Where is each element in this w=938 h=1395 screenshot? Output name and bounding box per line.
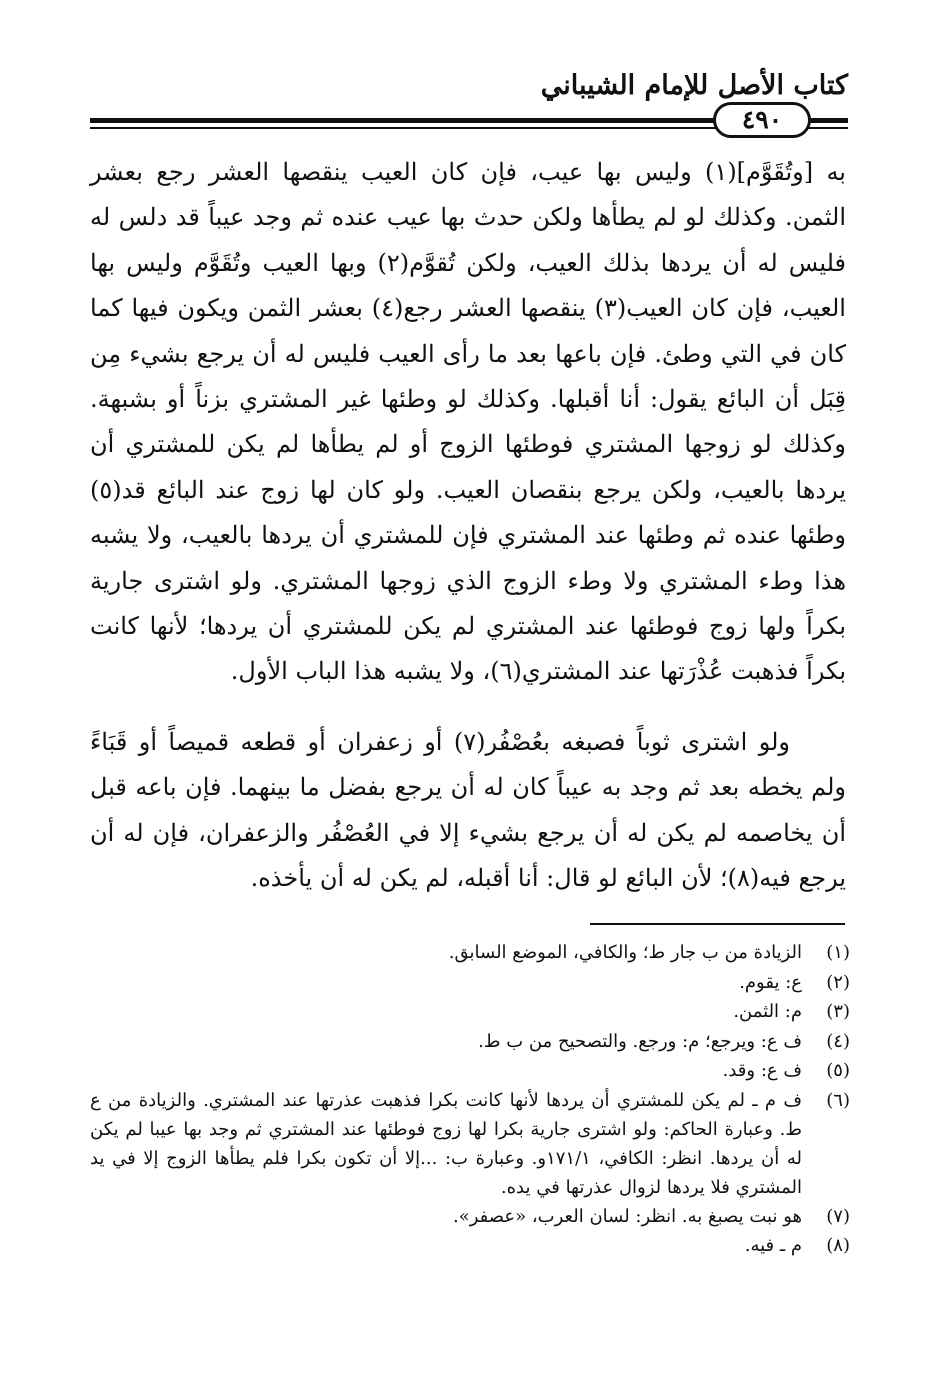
- footnote-number: (٣): [826, 1001, 850, 1022]
- paragraph: ولو اشترى ثوباً فصبغه بعُصْفُر(٧) أو زعفران أو قطعه قميصاً أو قَبَاءً ولم يخطه بعد ثم وجد به عيباً كان له أن يرجع بفضل ما بينهما. فإن باعه قبل أن يخاصمه لم يكن له أن يرجع بشيء إلا في العُصْفُر والزعفران، فإن له أن يرجع فيه(٨)؛ لأن البائع لو قال: أنا أقبله، لم يكن له أن يأخذه.: [90, 727, 846, 893]
- footnote-number: (١): [826, 942, 850, 963]
- footnote-text: ف ع: وقد.: [722, 1060, 802, 1081]
- footnote-text: م: الثمن.: [733, 1001, 802, 1022]
- paragraph: به [وتُقَوَّم](١) وليس بها عيب، فإن كان العيب ينقصها العشر رجع بعشر الثمن. وكذلك لو لم يطأها ولكن حدث بها عيب عنده ثم وجد عيباً قد دلس له فليس له أن يردها بذلك العيب، ولكن تُقوَّم(٢) وبها العيب وتُقَوَّم وليس بها العيب، فإن كان العيب(٣) ينقصها العشر رجع(٤) بعشر الثمن ويكون فيها كما كان في التي وطئ. فإن باعها بعد ما رأى العيب فليس له أن يرجع بشيء مِن قِبَل أن البائع يقول: أنا أقبلها. وكذلك لو وطئها غير المشتري بزناً أو بشبهة. وكذلك لو زوجها المشتري فوطئها الزوج أو لم يطأها لم يكن للمشتري أن يردها بالعيب، ولكن يرجع بنقصان العيب. ولو كان لها زوج عند البائع قد(٥) وطئها عنده ثم وطئها عند المشتري فإن للمشتري أن يردها بالعيب، ولا يشبه هذا وطء المشتري ولا وطء الزوج الذي زوجها المشتري. ولو اشترى جارية بكراً ولها زوج فوطئها عند المشتري لم يكن للمشتري أن يردها؛ لأنها كانت بكراً فذهبت عُذْرَتها عند المشتري(٦)، ولا يشبه هذا الباب الأول.: [90, 158, 846, 686]
- footnote-text: ف ع: ويرجع؛ م: ورجع. والتصحيح من ب ط.: [478, 1030, 802, 1052]
- footnote-number: (٢): [826, 971, 850, 993]
- footnote-text: م ـ فيه.: [744, 1235, 802, 1256]
- footnote-text: ع: يقوم.: [739, 971, 802, 993]
- main-text: [90, 150, 846, 902]
- footnote: [90, 1027, 850, 1057]
- footnote: [90, 1231, 850, 1261]
- footnote-number: (٨): [826, 1235, 850, 1256]
- footnote: [90, 938, 850, 968]
- footnote-text: هو نبت يصبغ به. انظر: لسان العرب، «عصفر».: [453, 1205, 802, 1227]
- footnote-text: الزيادة من ب جار ط؛ والكافي، الموضع السابق.: [448, 942, 802, 963]
- footnote-number: (٧): [826, 1205, 850, 1227]
- footnotes: [90, 938, 850, 1261]
- footnote-separator: [590, 923, 845, 925]
- footnote-number: (٤): [826, 1030, 850, 1052]
- footnote-number: (٦): [826, 1089, 850, 1111]
- footnote-text: ف م ـ لم يكن للمشتري أن يردها لأنها كانت بكرا فذهبت عذرتها عند المشتري. والزيادة من ع ط. وعبارة الحاكم: ولو اشترى جارية بكرا لها زوج فوطئها عند المشتري ثم وجد بها عيبا لم يكن له أن يردها. انظر: الكافي، ١٧١/١و. وعبارة ب: ...إلا أن تكون بكرا فلم يطأها الزوج إلا في يد المشتري فلا يردها لزوال عذرتها في يده.: [90, 1089, 802, 1198]
- footnote: [90, 968, 850, 998]
- footnote: [90, 997, 850, 1027]
- footnote: [90, 1202, 850, 1232]
- footnote: [90, 1056, 850, 1086]
- footnote-number: (٥): [826, 1060, 850, 1081]
- footnote: [90, 1086, 850, 1202]
- page-number: ٤٩٠: [713, 102, 811, 138]
- book-title: كتاب الأصل للإمام الشيباني: [540, 70, 848, 101]
